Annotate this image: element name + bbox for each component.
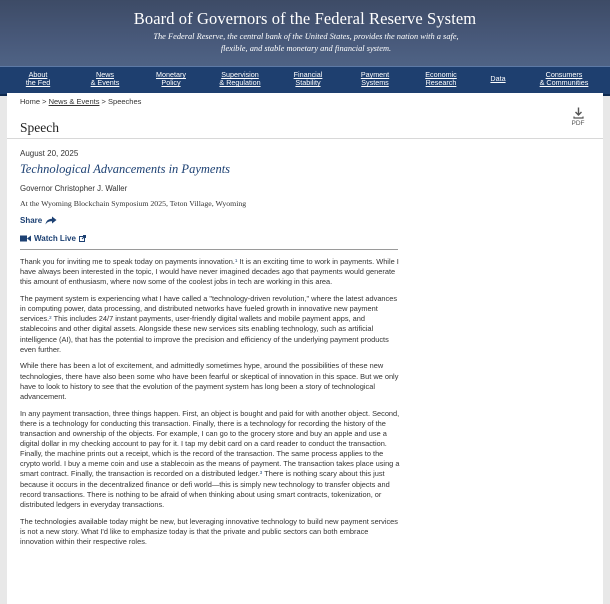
nav-monetary-policy[interactable]: Monetary Policy	[156, 70, 186, 87]
paragraph: The technologies available today might be new, but leveraging innovative technology to build new payment services is not a new story. What I'd like to emphasize today is that the private and public sectors can both embrace innovation within their respective roles.	[20, 516, 398, 546]
nav-data[interactable]: Data	[490, 74, 506, 83]
speech-title: Technological Advancements in Payments	[20, 162, 231, 176]
breadcrumb	[20, 97, 141, 106]
footnote-ref[interactable]: 3	[259, 470, 263, 476]
divider	[7, 138, 603, 139]
download-icon	[573, 107, 584, 119]
watch-live-link[interactable]	[20, 234, 86, 243]
footnote-ref[interactable]: 1	[234, 258, 238, 263]
paragraph: The payment system is experiencing what I have called a "technology-driven revolution," where the latest advances in computing power, data processing, and distributed networks have fueled growth in innovative new payment services.$^2$ This includes 24/7 instant payments, user-friendly digital wallets and mobile payment apps, and stablecoins and other digital assets. Alongside these new services sits enabling technology, such as artificial intelligence (AI), that has the potential to improve the precision and efficiency of the underlying payment products even further.	[20, 293, 398, 354]
main-nav	[0, 66, 610, 96]
nav-about[interactable]: About the Fed	[25, 70, 51, 87]
speech-date: August 20, 2025	[20, 149, 79, 158]
site-tagline: The Federal Reserve, the central bank of the United States, provides the nation with a safe, flexible, and stable monetary and financial system.	[153, 32, 459, 53]
breadcrumb-home[interactable]: Home	[20, 97, 41, 106]
speech-body	[20, 257, 400, 554]
page-title: Speech	[20, 120, 59, 135]
paragraph: In any payment transaction, three things happen. First, an object is bought and paid for with another object. Second, there is a technology for conducting this transaction. Finally, there is a technology for recording the history of the transaction and ownership of the objects. For example, I can go to the grocery store and buy an apple and use a digital dollar in my checking account to pay for it. I tap my debit card on a card reader to conduct the transaction. Finally, the machine prints out a receipt, which is the record of the transaction. The same process applies to the crypto world. I buy a meme coin and use a stablecoin as the means of payment. The transaction takes place using a smart contract. Finally, the transaction is recorded on a distributed ledger.$^3$ There is nothing scary about this just because it occurs in the decentralized finance or defi world—this is simply new technology to transfer objects and record transactions. There is nothing to be afraid of when thinking about using smart contracts, tokenization, or distributed ledgers in everyday transactions.	[20, 408, 400, 509]
breadcrumb-news-events[interactable]: News & Events	[48, 97, 100, 106]
share-label: Share	[20, 216, 43, 225]
pdf-download[interactable]	[569, 107, 587, 127]
speech-location: At the Wyoming Blockchain Symposium 2025, Teton Village, Wyoming	[20, 199, 247, 208]
nav-news-events[interactable]: News & Events	[90, 70, 120, 87]
speaker-name[interactable]: Governor Christopher J. Waller	[20, 184, 128, 193]
nav-economic-research[interactable]: Economic Research	[425, 70, 457, 87]
main-content	[7, 93, 603, 604]
footnote-ref[interactable]: 2	[49, 315, 52, 321]
nav-consumers[interactable]: Consumers & Communities	[539, 70, 589, 87]
site-header	[0, 0, 610, 66]
pdf-label: PDF	[571, 120, 585, 127]
nav-supervision[interactable]: Supervision & Regulation	[219, 70, 261, 87]
external-link-icon	[79, 235, 86, 242]
breadcrumb-separator: >	[42, 97, 47, 106]
watch-live-label: Watch Live	[34, 234, 76, 243]
share-arrow-icon	[45, 216, 57, 225]
breadcrumb-separator: >	[101, 97, 106, 106]
site-title[interactable]: Board of Governors of the Federal Reserve System	[133, 9, 477, 28]
video-camera-icon	[20, 235, 31, 242]
paragraph: Thank you for inviting me to speak today on payments innovation.$^1$ It is an exciting time to work in payments. While I have always been interested in the topic, I would have never imagined decades ago that payments would generate this amount of enthusiasm, where now some of the coolest jobs in tech are working in this area.	[20, 257, 399, 287]
breadcrumb-current: Speeches	[108, 97, 142, 106]
paragraph: While there has been a lot of excitement, and admittedly sometimes hype, around the possibilities of these new technologies, there have also been some who have been fearful or skeptical of innovation in this space. But we only have to look to history to see that the evolution of the payment system has long been a story of technological advancement.	[20, 361, 399, 401]
share-button[interactable]	[20, 216, 57, 225]
nav-financial-stability[interactable]: Financial Stability	[293, 70, 323, 87]
divider	[20, 249, 398, 250]
nav-payment-systems[interactable]: Payment Systems	[360, 70, 390, 87]
